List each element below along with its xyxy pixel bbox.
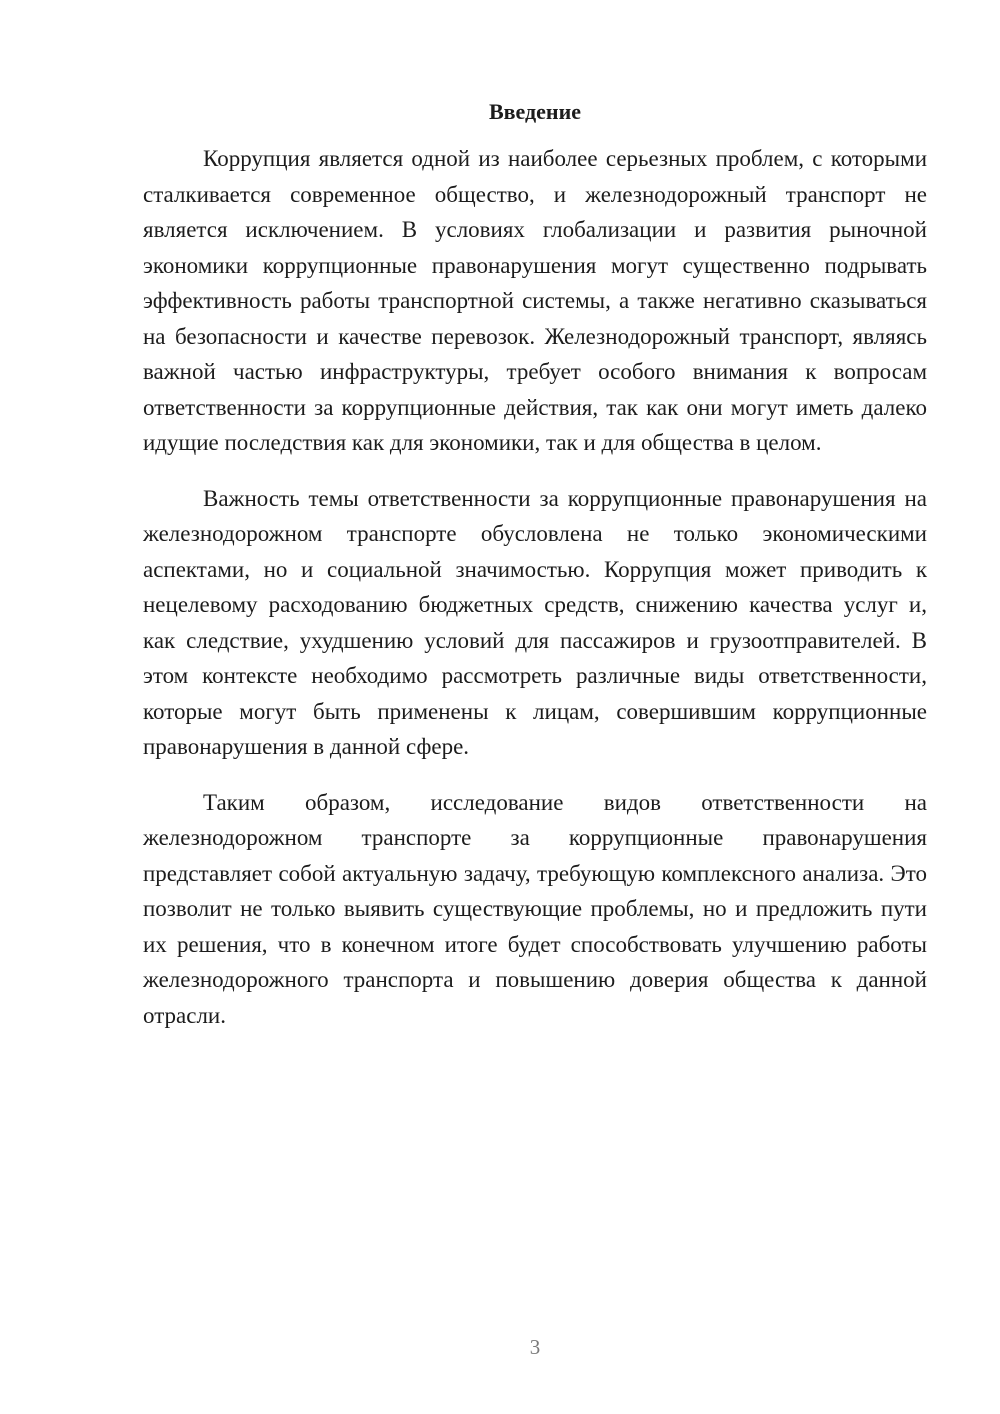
- paragraph-2: Важность темы ответственности за коррупционные правонарушения на железнодорожном транспорте обусловлена не только экономическими аспектами, но и социальной значимостью. Коррупция может приводить к нецелевому расходованию бюджетных средств, снижению качества услуг и, как следствие, ухудшению условий для пассажиров и грузоотправителей. В этом контексте необходимо рассмотреть различные виды ответственности, которые могут быть применены к лицам, совершившим коррупционные правонарушения в данной сфере.: [143, 485, 927, 759]
- page-number: 3: [529, 1335, 541, 1359]
- page-heading: Введение: [488, 99, 582, 124]
- document-body: [143, 141, 927, 1053]
- paragraph-1: Коррупция является одной из наиболее серьезных проблем, с которыми сталкивается современное общество, и железнодорожный транспорт не является исключением. В условиях глобализации и развития рыночной экономики коррупционные правонарушения могут существенно подрывать эффективность работы транспортной системы, а также негативно сказываться на безопасности и качестве перевозок. Железнодорожный транспорт, являясь важной частью инфраструктуры, требует особого внимания к вопросам ответственности за коррупционные действия, так как они могут иметь далеко идущие последствия как для экономики, так и для общества в целом.: [143, 146, 927, 455]
- paragraph-3: Таким образом, исследование видов ответственности на железнодорожном транспорте за коррупционные правонарушения представляет собой актуальную задачу, требующую комплексного анализа. Это позволит не только выявить существующие проблемы, но и предложить пути их решения, что в конечном итоге будет способствовать улучшению работы железнодорожного транспорта и повышению доверия общества к данной отрасли.: [143, 789, 927, 1028]
